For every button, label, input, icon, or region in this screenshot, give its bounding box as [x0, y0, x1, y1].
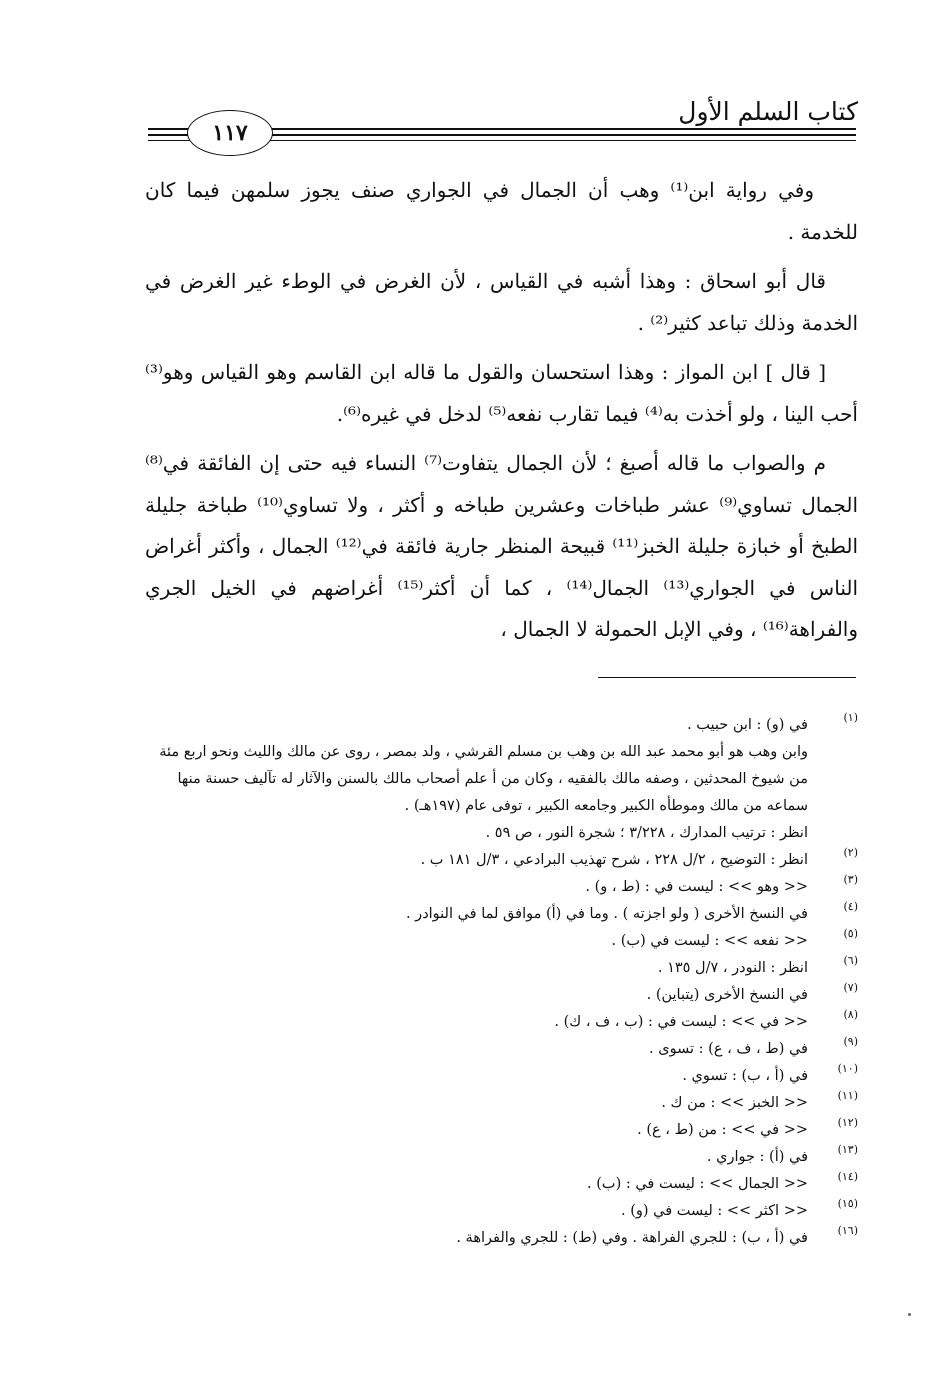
footnote-text: انظر : التوضيح ، ٢/ل ٢٢٨ ، شرح تهذيب البرادعي ، ٣/ل ١٨١ ب . [420, 852, 808, 868]
footnote [145, 1171, 858, 1198]
paragraph: قال أبو اسحاق : وهذا أشبه في القياس ، لأن الغرض في الوطء غير الغرض في الخدمة وذلك تباعد كثير⁽²⁾ . [145, 269, 858, 335]
footnote-number: (١١) [837, 1089, 858, 1102]
footnote [145, 928, 858, 955]
paragraph: [ قال ] ابن المواز : وهذا استحسان والقول ما قاله ابن القاسم وهو القياس وهو⁽³⁾ أحب الينا ، ولو أخذت به⁽⁴⁾ فيما تقارب نفعه⁽⁵⁾ لدخل في غيره⁽⁶⁾. [145, 360, 858, 426]
footnote-number: (٥) [843, 927, 858, 940]
footnote [145, 847, 858, 874]
footnote [145, 1225, 858, 1252]
footnotes [145, 712, 858, 1252]
footnote-number: (١٣) [837, 1143, 858, 1156]
footnote-number: (٩) [843, 1035, 858, 1048]
footnote [145, 1198, 858, 1225]
footnote-continuation: انظر : ترتيب المدارك ، ٣/٢٢٨ ؛ شجرة النور ، ص ٥٩ . [485, 825, 808, 841]
footnote [145, 1117, 858, 1144]
footnote [145, 1036, 858, 1063]
footnote-text: في (أ) : جواري . [706, 1149, 808, 1165]
footnote [145, 874, 858, 901]
footnote-number: (١٢) [837, 1116, 858, 1129]
paragraph: وفي رواية ابن⁽¹⁾ وهب أن الجمال في الجواري صنف يجوز سلمهن فيما كان للخدمة . [145, 178, 858, 244]
footnote-number: (٦) [843, 954, 858, 967]
footnote-number: (٨) [843, 1008, 858, 1021]
footnote [145, 901, 858, 928]
footnote [145, 712, 858, 847]
footnote-separator [598, 677, 856, 678]
footnote-number: (٧) [843, 981, 858, 994]
footnote-text: << نفعه >> : ليست في (ب) . [611, 933, 808, 949]
paragraph: م والصواب ما قاله أصبغ ؛ لأن الجمال يتفاوت⁽⁷⁾ النساء فيه حتى إن الفائقة في⁽⁸⁾ الجمال تساوي⁽⁹⁾ عشر طباخات وعشرين طباخه و أكثر ، ولا تساوي⁽¹⁰⁾ طباخة جليلة الطبخ أو خبازة جليلة الخبز⁽¹¹⁾ قبيحة المنظر جارية فائقة في⁽¹²⁾ الجمال ، وأكثر أغراض الناس في الجواري⁽¹³⁾ الجمال⁽¹⁴⁾ ، كما أن أكثر⁽¹⁵⁾ أغراضهم في الخيل الجري والفراهة⁽¹⁶⁾ ، وفي الإبل الحمولة لا الجمال ، [145, 451, 859, 641]
footnote-text: << في >> : ليست في : (ب ، ف ، ك) . [554, 1014, 808, 1030]
footnote-text: << الخبز >> : من ك . [661, 1095, 808, 1111]
footnote-number: (٤) [843, 900, 858, 913]
footnote-number: (١٥) [837, 1197, 858, 1210]
footnote-continuation: وابن وهب هو أبو محمد عبد الله بن وهب بن مسلم القرشي ، ولد بمصر ، روى عن مالك والليث ونحو اربع مئة من شيوخ المحدثين ، وصفه مالك بالفقيه ، وكان من أ علم أصحاب مالك بالسنن والآثار له تآليف حسنة منها سماعه من مالك وموطأه الكبير وجامعه الكبير ، توفى عام (١٩٧هـ) . [159, 744, 808, 814]
footnote [145, 982, 858, 1009]
page-number-badge [187, 110, 273, 156]
main-text [145, 170, 858, 659]
footnote-number: (١٠) [837, 1062, 858, 1075]
footnote-text: << في >> : من (ط ، ع) . [637, 1122, 808, 1138]
footnote-text: في (و) : ابن حبيب . [687, 717, 808, 733]
footnote [145, 1090, 858, 1117]
footnote-number: (١٤) [837, 1170, 858, 1183]
footnote [145, 1144, 858, 1171]
page-number: ١١٧ [212, 120, 248, 146]
footnote-text: في (أ ، ب) : تسوي . [682, 1068, 808, 1084]
footnote [145, 955, 858, 982]
footnote-text: في (أ ، ب) : للجري الفراهة . وفي (ط) : للجري والفراهة . [456, 1230, 808, 1246]
footnote-text: << اكثر >> : ليست في (و) . [621, 1203, 808, 1219]
footnote-text: في النسخ الأخرى ( ولو اجزته ) . وما في (أ) موافق لما في النوادر . [405, 906, 808, 922]
running-header-title: كتاب السلم الأول [678, 97, 858, 126]
footnote [145, 1063, 858, 1090]
footnote-text: انظر : النودر ، ٧/ل ١٣٥ . [657, 960, 808, 976]
footnote-number: (١) [843, 711, 858, 724]
footnote-text: << وهو >> : ليست في : (ط ، و) . [585, 879, 808, 895]
footnote [145, 1009, 858, 1036]
footnote-number: (١٦) [837, 1224, 858, 1237]
footnote-number: (٢) [843, 846, 858, 859]
footnote-text: في النسخ الأخرى (يتباين) . [646, 987, 808, 1003]
footnote-text: << الجمال >> : ليست في : (ب) . [587, 1176, 808, 1192]
footnote-text: في (ط ، ف ، ع) : تسوى . [649, 1041, 808, 1057]
footnote-number: (٣) [843, 873, 858, 886]
scan-speck [908, 1313, 911, 1316]
